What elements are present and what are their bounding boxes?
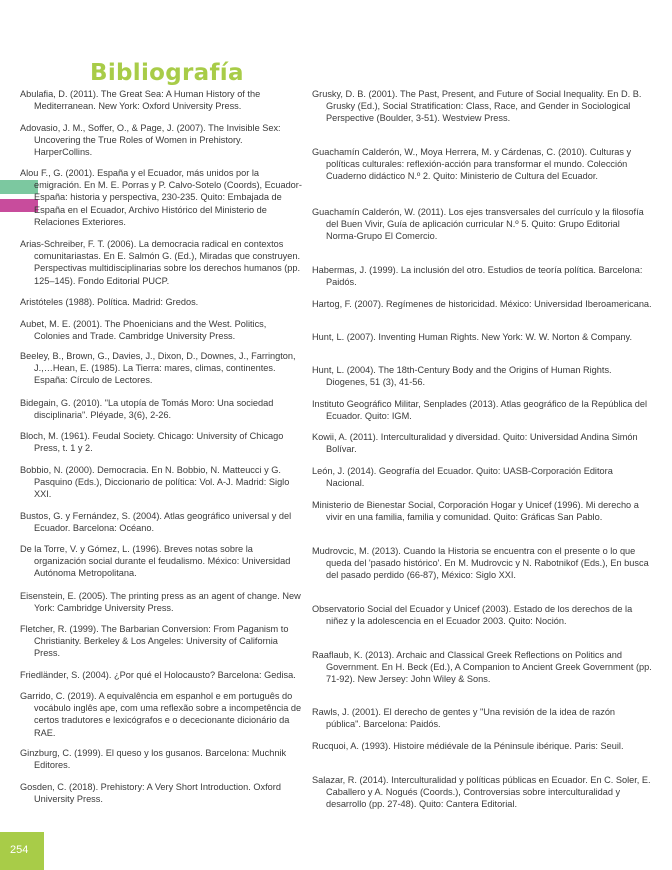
- reference-entry: León, J. (2014). Geografía del Ecuador. Quito: UASB-Corporación Editora Nacional.: [312, 466, 613, 489]
- reference-entry: Gosden, C. (2018). Prehistory: A Very Short Introduction. Oxford University Press.: [20, 782, 281, 805]
- page-number: 254: [10, 844, 29, 856]
- page-number-badge: [0, 832, 44, 870]
- reference-entry: Salazar, R. (2014). Interculturalidad y políticas públicas en Ecuador. En C. Soler, E. Caballero y A. Nogués (Coords.), Controversias sobre interculturalidad y desarrollo (pp. 27-48). Quito: Cantera Editorial.: [312, 775, 651, 810]
- reference-entry: Beeley, B., Brown, G., Davies, J., Dixon, D., Downes, J., Farrington, J.,…Hean, E. (1985). La Tierra: mares, climas, continentes. España: Círculo de Lectores.: [20, 351, 296, 386]
- reference-entry: Arias-Schreiber, F. T. (2006). La democracia radical en contextos comunitariastas. En E. Salmón G. (Ed.), Miradas que construyen. Perspectivas multidisciplinarias sobre los derechos humanos (pp. 125–145). Fondo Editorial PUCP.: [20, 239, 301, 286]
- reference-entry: Aristóteles (1988). Política. Madrid: Gredos.: [20, 297, 199, 307]
- reference-entry: Garrido, C. (2019). A equivalência em espanhol e em português do vocábulo inglês ape, com uma reflexão sobre a incompetência de certos tradutores e lexicógrafos e o dececionante dicionário da RAE.: [20, 691, 302, 738]
- reference-entry: Ministerio de Bienestar Social, Corporación Hogar y Unicef (1996). Mi derecho a vivir en una familia, familia y comunidad. Quito: Gráficas San Pablo.: [312, 500, 639, 523]
- reference-entry: Hartog, F. (2007). Regímenes de historicidad. México: Universidad Iberoamericana.: [312, 299, 652, 309]
- reference-entry: Bloch, M. (1961). Feudal Society. Chicago: University of Chicago Press, t. 1 y 2.: [20, 431, 284, 454]
- reference-entry: Bidegain, G. (2010). "La utopía de Tomás Moro: Una sociedad disciplinaria". Pléyade, 3(6), 2-26.: [20, 398, 274, 421]
- reference-entry: Habermas, J. (1999). La inclusión del otro. Estudios de teoría política. Barcelona: Paidós.: [312, 265, 643, 288]
- reference-entry: Hunt, L. (2004). The 18th-Century Body and the Origins of Human Rights. Diogenes, 51 (3), 41-56.: [312, 365, 612, 388]
- reference-entry: Aubet, M. E. (2001). The Phoenicians and the West. Politics, Colonies and Trade. Cambridge University Press.: [20, 319, 267, 342]
- reference-entry: Abulafia, D. (2011). The Great Sea: A Human History of the Mediterranean. New York: Oxford University Press.: [20, 89, 261, 112]
- reference-entry: Hunt, L. (2007). Inventing Human Rights. New York: W. W. Norton & Company.: [312, 332, 633, 342]
- reference-entry: Bustos, G. y Fernández, S. (2004). Atlas geográfico universal y del Ecuador. Barcelona: Océano.: [20, 511, 292, 534]
- reference-entry: Bobbio, N. (2000). Democracia. En N. Bobbio, N. Matteucci y G. Pasquino (Eds.), Diccionario de política: Vol. A-J. Madrid: Siglo XXI.: [20, 465, 290, 500]
- reference-entry: Guachamín Calderón, W., Moya Herrera, M. y Cárdenas, C. (2010). Culturas y políticas culturales: reflexión-acción para transformar el mundo. Colección Cuaderno didáctico N.º 2. Quito: Ministerio de Cultura del Ecuador.: [312, 147, 632, 182]
- reference-entry: Adovasio, J. M., Soffer, O., & Page, J. (2007). The Invisible Sex: Uncovering the True Roles of Women in Prehistory. HarperCollins.: [20, 123, 281, 158]
- reference-entry: Kowii, A. (2011). Interculturalidad y diversidad. Quito: Universidad Andina Simón Bolívar.: [312, 432, 638, 455]
- reference-entry: Guachamín Calderón, W. (2011). Los ejes transversales del currículo y la filosofía del Buen Vivir, Guía de aplicación curricular N.º 5. Quito: Grupo Editorial Norma-Grupo El Comercio.: [312, 207, 644, 242]
- reference-entry: Rucquoi, A. (1993). Histoire médiévale de la Péninsule ibérique. Paris: Seuil.: [312, 741, 624, 751]
- reference-entry: Mudrovcic, M. (2013). Cuando la Historia se encuentra con el presente o lo que queda del 'pasado histórico'. En M. Mudrovcic y N. Rabotnikof (Eds.), En busca del pasado perdido (66-87), México: Siglo XXI.: [312, 546, 649, 581]
- reference-entry: Friedländer, S. (2004). ¿Por qué el Holocausto? Barcelona: Gedisa.: [20, 670, 296, 680]
- reference-entry: Instituto Geográfico Militar, Senplades (2013). Atlas geográfico de la República del Ecuador. Quito: IGM.: [312, 399, 648, 422]
- reference-entry: Grusky, D. B. (2001). The Past, Present, and Future of Social Inequality. En D. B. Grusky (Ed.), Social Stratification: Class, Race, and Gender in Sociological Perspective (Boulder, 3-51). Westview Press.: [312, 89, 642, 124]
- reference-entry: Raaflaub, K. (2013). Archaic and Classical Greek Reflections on Politics and Government. En H. Beck (Ed.), A Companion to Ancient Greek Government (pp. 71-92). New Jersey: John Wiley & Sons.: [312, 650, 652, 685]
- reference-entry: Observatorio Social del Ecuador y Unicef (2003). Estado de los derechos de la niñez y la adolescencia en el Ecuador 2003. Quito: Noción.: [312, 604, 633, 627]
- reference-entry: Alou F., G. (2001). España y el Ecuador, más unidos por la emigración. En M. E. Porras y P. Calvo-Sotelo (Coords), Ecuador-España: historia y perspectiva, 230-235. Quito: Embajada de España en el Ecuador, Archivo Histórico del Ministerio de Relaciones Exteriores.: [20, 168, 302, 227]
- reference-entry: Rawls, J. (2001). El derecho de gentes y "Una revisión de la idea de razón pública". Barcelona: Paidós.: [312, 707, 616, 730]
- reference-entry: Ginzburg, C. (1999). El queso y los gusanos. Barcelona: Muchnik Editores.: [20, 748, 287, 771]
- reference-entry: Eisenstein, E. (2005). The printing press as an agent of change. New York: Cambridge University Press.: [20, 591, 301, 614]
- reference-entry: Fletcher, R. (1999). The Barbarian Conversion: From Paganism to Christianity. Berkeley & Los Angeles: University of California Press.: [20, 624, 289, 659]
- reference-entry: De la Torre, V. y Gómez, L. (1996). Breves notas sobre la organización social durante el feudalismo. México: Universidad Autónoma Metropolitana.: [20, 544, 291, 579]
- page-title: Bibliografía: [90, 60, 244, 86]
